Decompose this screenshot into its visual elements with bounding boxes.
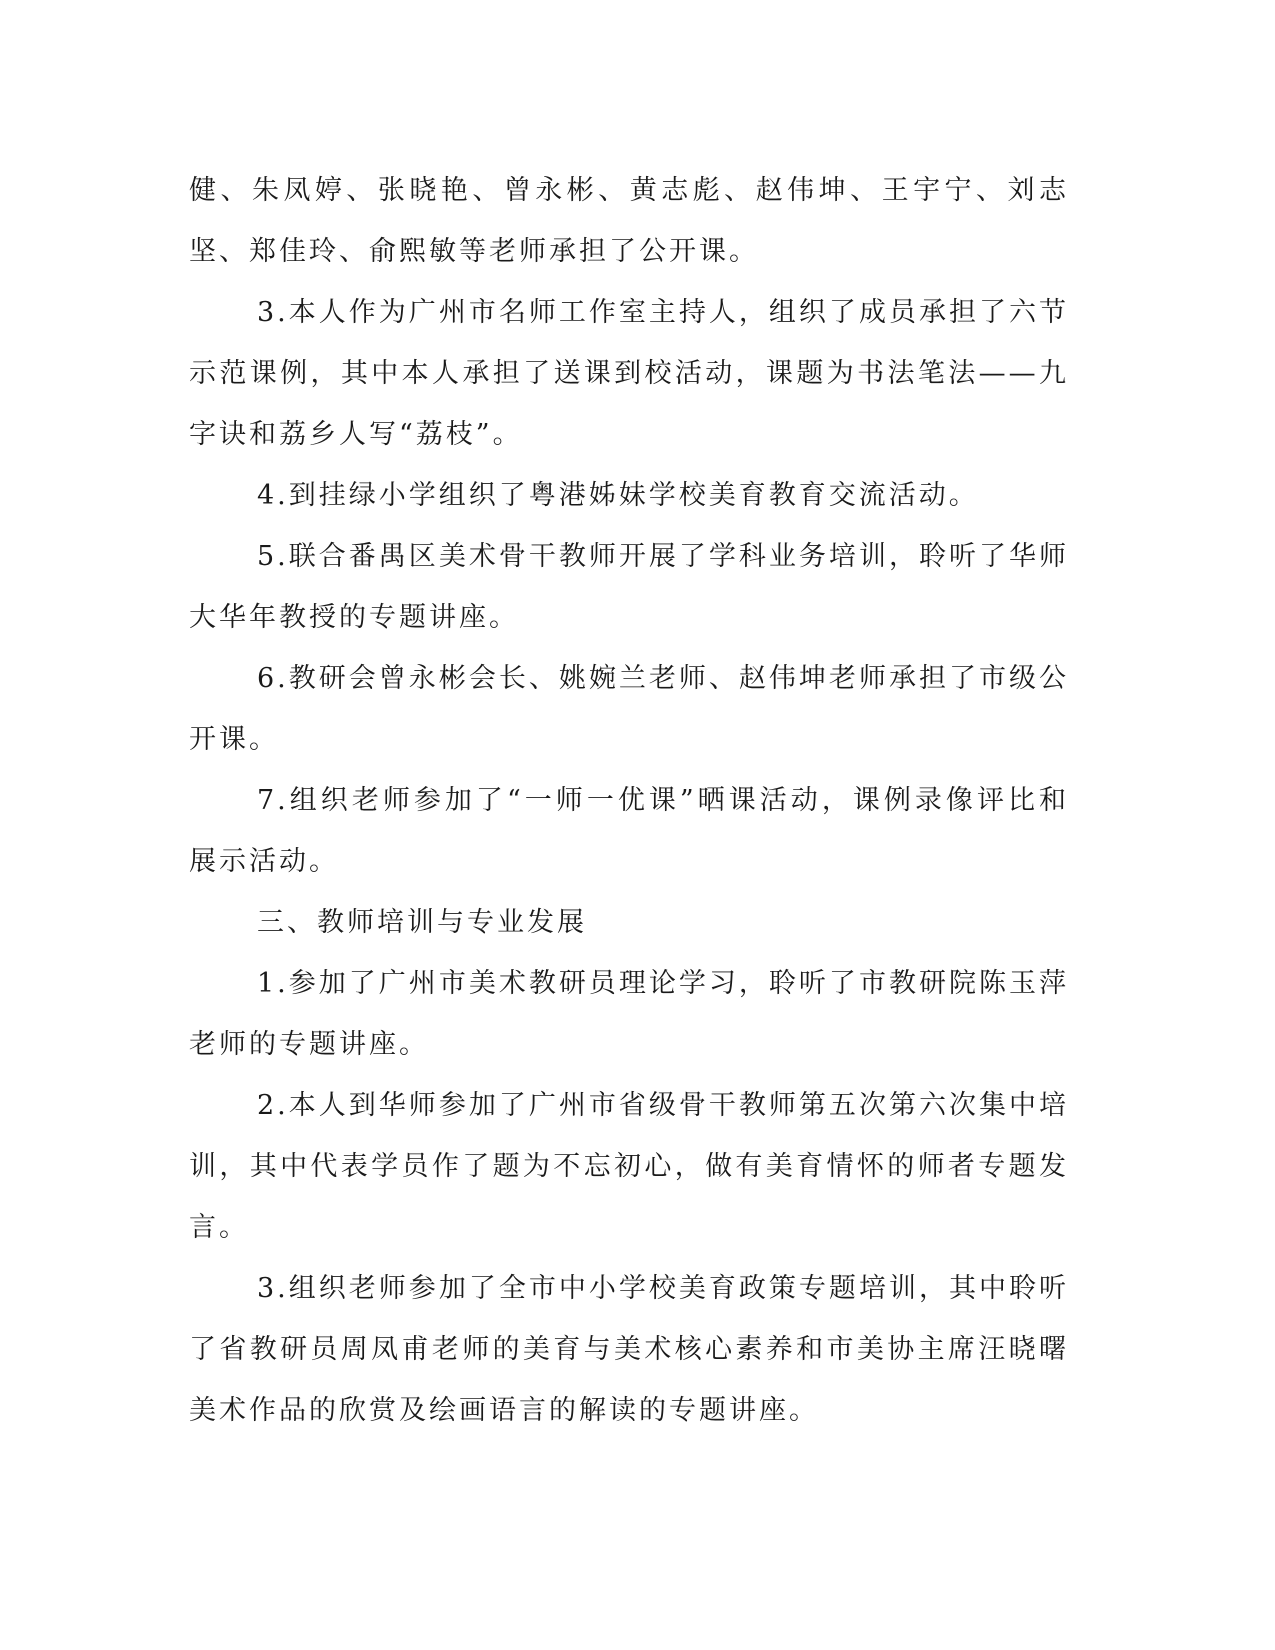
section-heading-teacher-training: 三、教师培训与专业发展 [257, 907, 587, 938]
paragraph-item-3-workshop: 3.本人作为广州市名师工作室主持人，组织了成员承担了六节示范课例，其中本人承担了送课到校活动，课题为书法笔法——九字诀和荔乡人写“荔枝”。 [189, 297, 1069, 450]
paragraph-training-item-3: 3.组织老师参加了全市中小学校美育政策专题培训，其中聆听了省教研员周凤甫老师的美育与美术核心素养和市美协主席汪晓曙美术作品的欣赏及绘画语言的解读的专题讲座。 [189, 1273, 1069, 1426]
paragraph-training-item-1: 1.参加了广州市美术教研员理论学习，聆听了市教研院陈玉萍老师的专题讲座。 [189, 968, 1069, 1060]
paragraph-continued-names: 健、朱凤婷、张晓艳、曾永彬、黄志彪、赵伟坤、王宇宁、刘志坚、郑佳玲、俞熙敏等老师承担了公开课。 [189, 175, 1069, 267]
paragraph-item-6-open-class: 6.教研会曾永彬会长、姚婉兰老师、赵伟坤老师承担了市级公开课。 [189, 663, 1069, 755]
paragraph-item-5-training: 5.联合番禺区美术骨干教师开展了学科业务培训，聆听了华师大华年教授的专题讲座。 [189, 541, 1069, 633]
paragraph-training-item-2: 2.本人到华师参加了广州市省级骨干教师第五次第六次集中培训，其中代表学员作了题为不忘初心，做有美育情怀的师者专题发言。 [189, 1090, 1069, 1243]
document-body [189, 160, 1069, 1441]
paragraph-item-7-one-teacher: 7.组织老师参加了“一师一优课”晒课活动，课例录像评比和展示活动。 [189, 785, 1069, 877]
paragraph-item-4-exchange: 4.到挂绿小学组织了粤港姊妹学校美育教育交流活动。 [257, 480, 979, 511]
